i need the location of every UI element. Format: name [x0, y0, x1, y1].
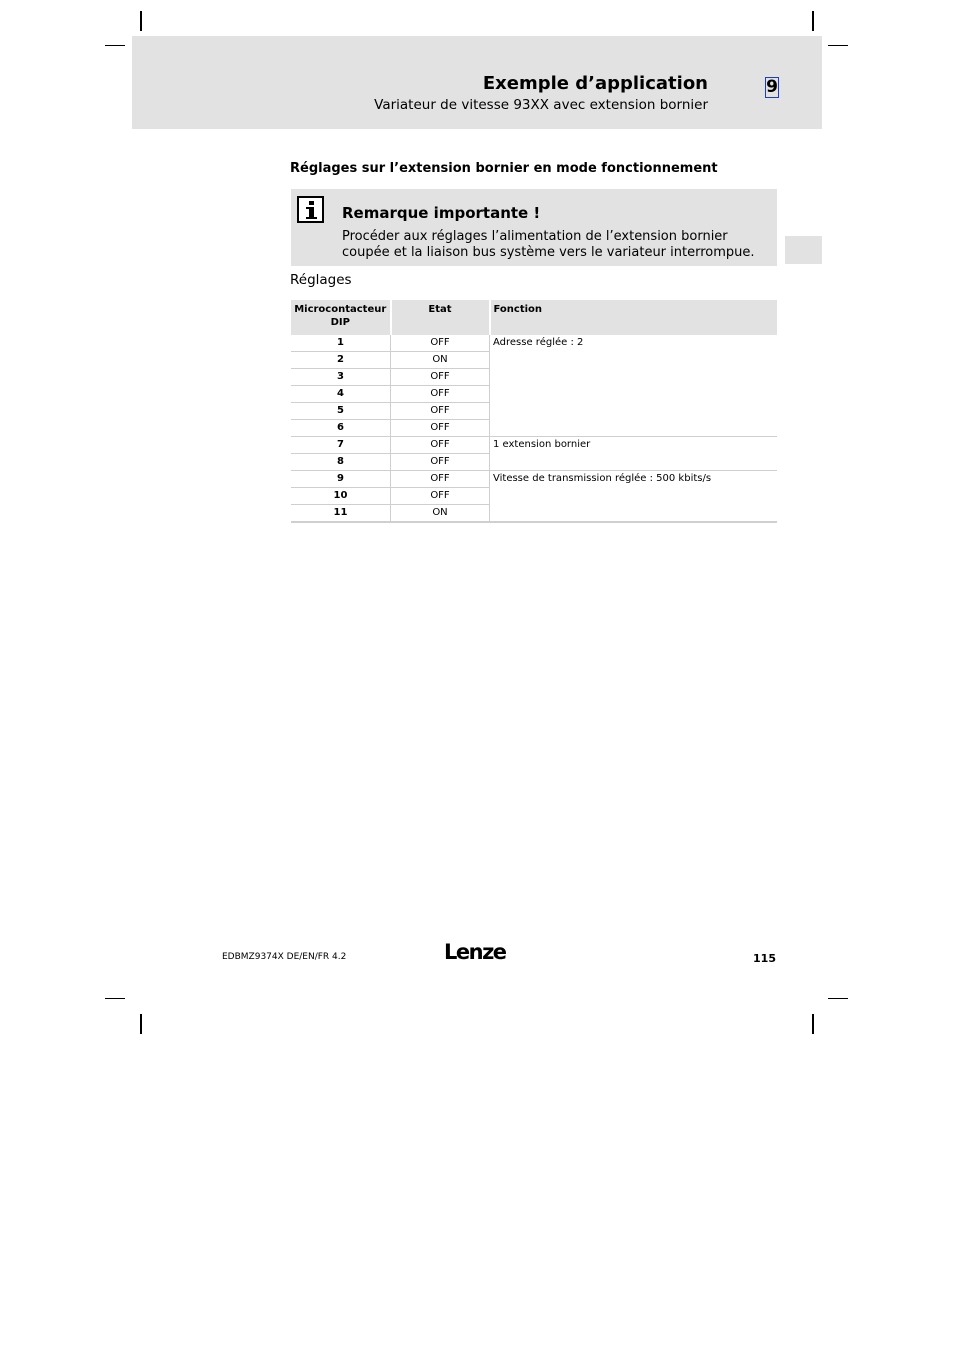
- dip-number: 7: [291, 437, 391, 454]
- chapter-number: 9: [766, 77, 778, 97]
- note-text: Procéder aux réglages l’alimentation de l’extension bornier coupée et la liaison bus système vers le variateur interrompue.: [342, 229, 755, 260]
- dip-state: OFF: [391, 454, 490, 471]
- chapter-title: Exemple d’application: [482, 73, 708, 94]
- note-title: Remarque importante !: [342, 204, 541, 222]
- dip-state: OFF: [391, 488, 490, 505]
- table-caption: Réglages: [290, 272, 352, 288]
- crop-mark: [812, 11, 814, 31]
- table-row: [291, 471, 777, 488]
- function-cell: Adresse réglée : 2: [490, 335, 778, 437]
- dip-state: OFF: [391, 471, 490, 488]
- important-note: [291, 189, 777, 266]
- dip-number: 10: [291, 488, 391, 505]
- crop-mark: [140, 1014, 142, 1034]
- dip-number: 6: [291, 420, 391, 437]
- crop-mark: [105, 998, 125, 999]
- crop-mark: [812, 1014, 814, 1034]
- dip-settings-table: [291, 300, 777, 523]
- document-code: EDBMZ9374X DE/EN/FR 4.2: [222, 952, 347, 962]
- header-fonction: Fonction: [490, 300, 778, 335]
- page-number: 115: [753, 952, 776, 965]
- dip-state: OFF: [391, 437, 490, 454]
- lenze-logo: Lenze: [444, 940, 506, 964]
- dip-state: OFF: [391, 403, 490, 420]
- function-cell: Vitesse de transmission réglée : 500 kbits/s: [490, 471, 778, 523]
- header-etat: Etat: [391, 300, 490, 335]
- table-header-row: [291, 300, 777, 335]
- dip-number: 8: [291, 454, 391, 471]
- dip-state: OFF: [391, 386, 490, 403]
- dip-state: OFF: [391, 369, 490, 386]
- table-row: [291, 335, 777, 352]
- dip-number: 2: [291, 352, 391, 369]
- dip-state: OFF: [391, 420, 490, 437]
- crop-mark: [105, 45, 125, 46]
- crop-mark: [140, 11, 142, 31]
- info-icon: [297, 196, 324, 223]
- dip-state: ON: [391, 352, 490, 369]
- dip-number: 4: [291, 386, 391, 403]
- crop-mark: [828, 998, 848, 999]
- section-heading: Réglages sur l’extension bornier en mode fonctionnement: [290, 161, 718, 176]
- header-band: [132, 36, 822, 129]
- dip-number: 3: [291, 369, 391, 386]
- dip-number: 11: [291, 505, 391, 523]
- header-dip: Microcontacteur DIP: [291, 300, 391, 335]
- dip-state: OFF: [391, 335, 490, 352]
- chapter-subtitle: Variateur de vitesse 93XX avec extension bornier: [374, 97, 708, 113]
- dip-number: 5: [291, 403, 391, 420]
- chapter-side-tab: [785, 236, 822, 264]
- dip-number: 9: [291, 471, 391, 488]
- function-cell: 1 extension bornier: [490, 437, 778, 471]
- dip-number: 1: [291, 335, 391, 352]
- crop-mark: [828, 45, 848, 46]
- dip-state: ON: [391, 505, 490, 523]
- table-row: [291, 437, 777, 454]
